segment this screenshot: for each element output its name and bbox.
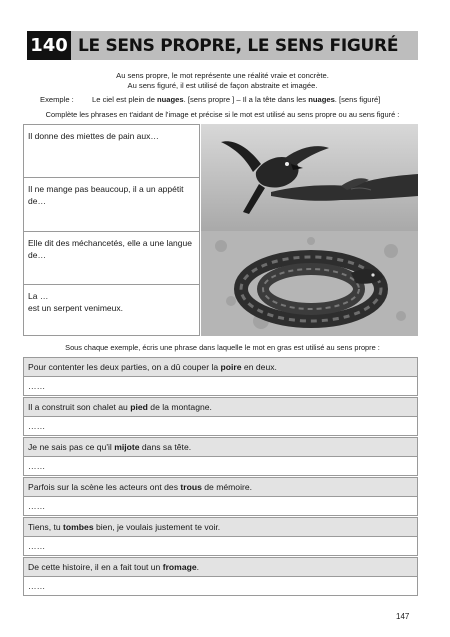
sentence-text: Je ne sais pas ce qu'il <box>28 442 115 452</box>
answer-row[interactable] <box>23 416 418 436</box>
sentence-text: Parfois sur la scène les acteurs ont des <box>28 482 181 492</box>
example-dash: – <box>236 95 241 104</box>
example-label: Exemple : <box>40 95 74 104</box>
answer-row[interactable] <box>23 376 418 396</box>
answer-placeholder: …… <box>28 461 46 471</box>
sentence-text: Il a construit son chalet au <box>28 402 131 412</box>
example-proper-bold: nuages <box>157 95 184 104</box>
answer-placeholder: …… <box>28 541 46 551</box>
bold-word: trous <box>180 482 202 492</box>
answer-placeholder: …… <box>28 421 46 431</box>
page-number: 147 <box>396 612 410 621</box>
sentence-row <box>23 397 418 417</box>
instruction-2: Sous chaque exemple, écris une phrase dans laquelle le mot en gras est utilisé au sens propre : <box>65 343 380 352</box>
exercise-1-cell[interactable] <box>23 124 200 178</box>
instruction-1: Complète les phrases en t'aidant de l'image et précise si le mot est utilisé au sens propre ou au sens figuré : <box>45 110 400 119</box>
intro-line-2: Au sens figuré, il est utilisé de façon abstraite et imagée. <box>127 81 318 90</box>
sentence-text-end: de mémoire. <box>201 482 253 492</box>
bold-word: poire <box>220 362 242 372</box>
sentence-text-end: en deux. <box>241 362 277 372</box>
answer-placeholder: …… <box>28 381 46 391</box>
exercise-1-cell[interactable] <box>23 177 200 232</box>
sentence-text: De cette histoire, il en a fait tout un <box>28 562 163 572</box>
sentence-row <box>23 477 418 497</box>
example-proper-pre: Le ciel est plein de <box>92 95 158 104</box>
example-figurative-pre: Il a la tête dans les <box>242 95 309 104</box>
example-figurative-post: . [sens figuré] <box>334 95 381 104</box>
answer-row[interactable] <box>23 456 418 476</box>
sentence-text-end: bien, je voulais justement te voir. <box>93 522 221 532</box>
bold-word: mijote <box>114 442 140 452</box>
cell-text: La … <box>28 291 49 301</box>
exercise-number: 140 <box>27 31 71 60</box>
example-line <box>40 95 380 104</box>
example-proper-post: . [sens propre ] <box>183 95 235 104</box>
bold-word: fromage <box>162 562 197 572</box>
sentence-row <box>23 357 418 377</box>
cell-text-2: est un serpent venimeux. <box>28 303 123 313</box>
sentence-text-end: dans sa tête. <box>139 442 192 452</box>
sentence-text-end: de la montagne. <box>147 402 212 412</box>
exercise-1-cell[interactable] <box>23 231 200 285</box>
cell-text: Il donne des miettes de pain aux… <box>28 131 159 141</box>
page-title: LE SENS PROPRE, LE SENS FIGURÉ <box>78 35 399 56</box>
sentence-text: Tiens, tu <box>28 522 64 532</box>
answer-row[interactable] <box>23 536 418 556</box>
cell-text: Elle dit des méchancetés, elle a une langue de… <box>28 238 192 260</box>
snake-photo <box>201 231 418 336</box>
exercise-1-cell[interactable] <box>23 284 200 336</box>
cell-text: Il ne mange pas beaucoup, il a un appétit de… <box>28 184 184 206</box>
answer-placeholder: …… <box>28 501 46 511</box>
page-header <box>27 31 418 60</box>
example-figurative-bold: nuages <box>308 95 335 104</box>
sentence-row <box>23 557 418 577</box>
sentence-text: Pour contenter les deux parties, on a dû couper la <box>28 362 221 372</box>
sentence-row <box>23 517 418 537</box>
intro-line-1: Au sens propre, le mot représente une réalité vraie et concrète. <box>116 71 329 80</box>
answer-placeholder: …… <box>28 581 46 591</box>
sentence-text-end: . <box>196 562 200 572</box>
sentence-row <box>23 437 418 457</box>
bold-word: tombes <box>63 522 94 532</box>
bird-hand-photo <box>201 124 418 231</box>
answer-row[interactable] <box>23 576 418 596</box>
bold-word: pied <box>130 402 148 412</box>
answer-row[interactable] <box>23 496 418 516</box>
